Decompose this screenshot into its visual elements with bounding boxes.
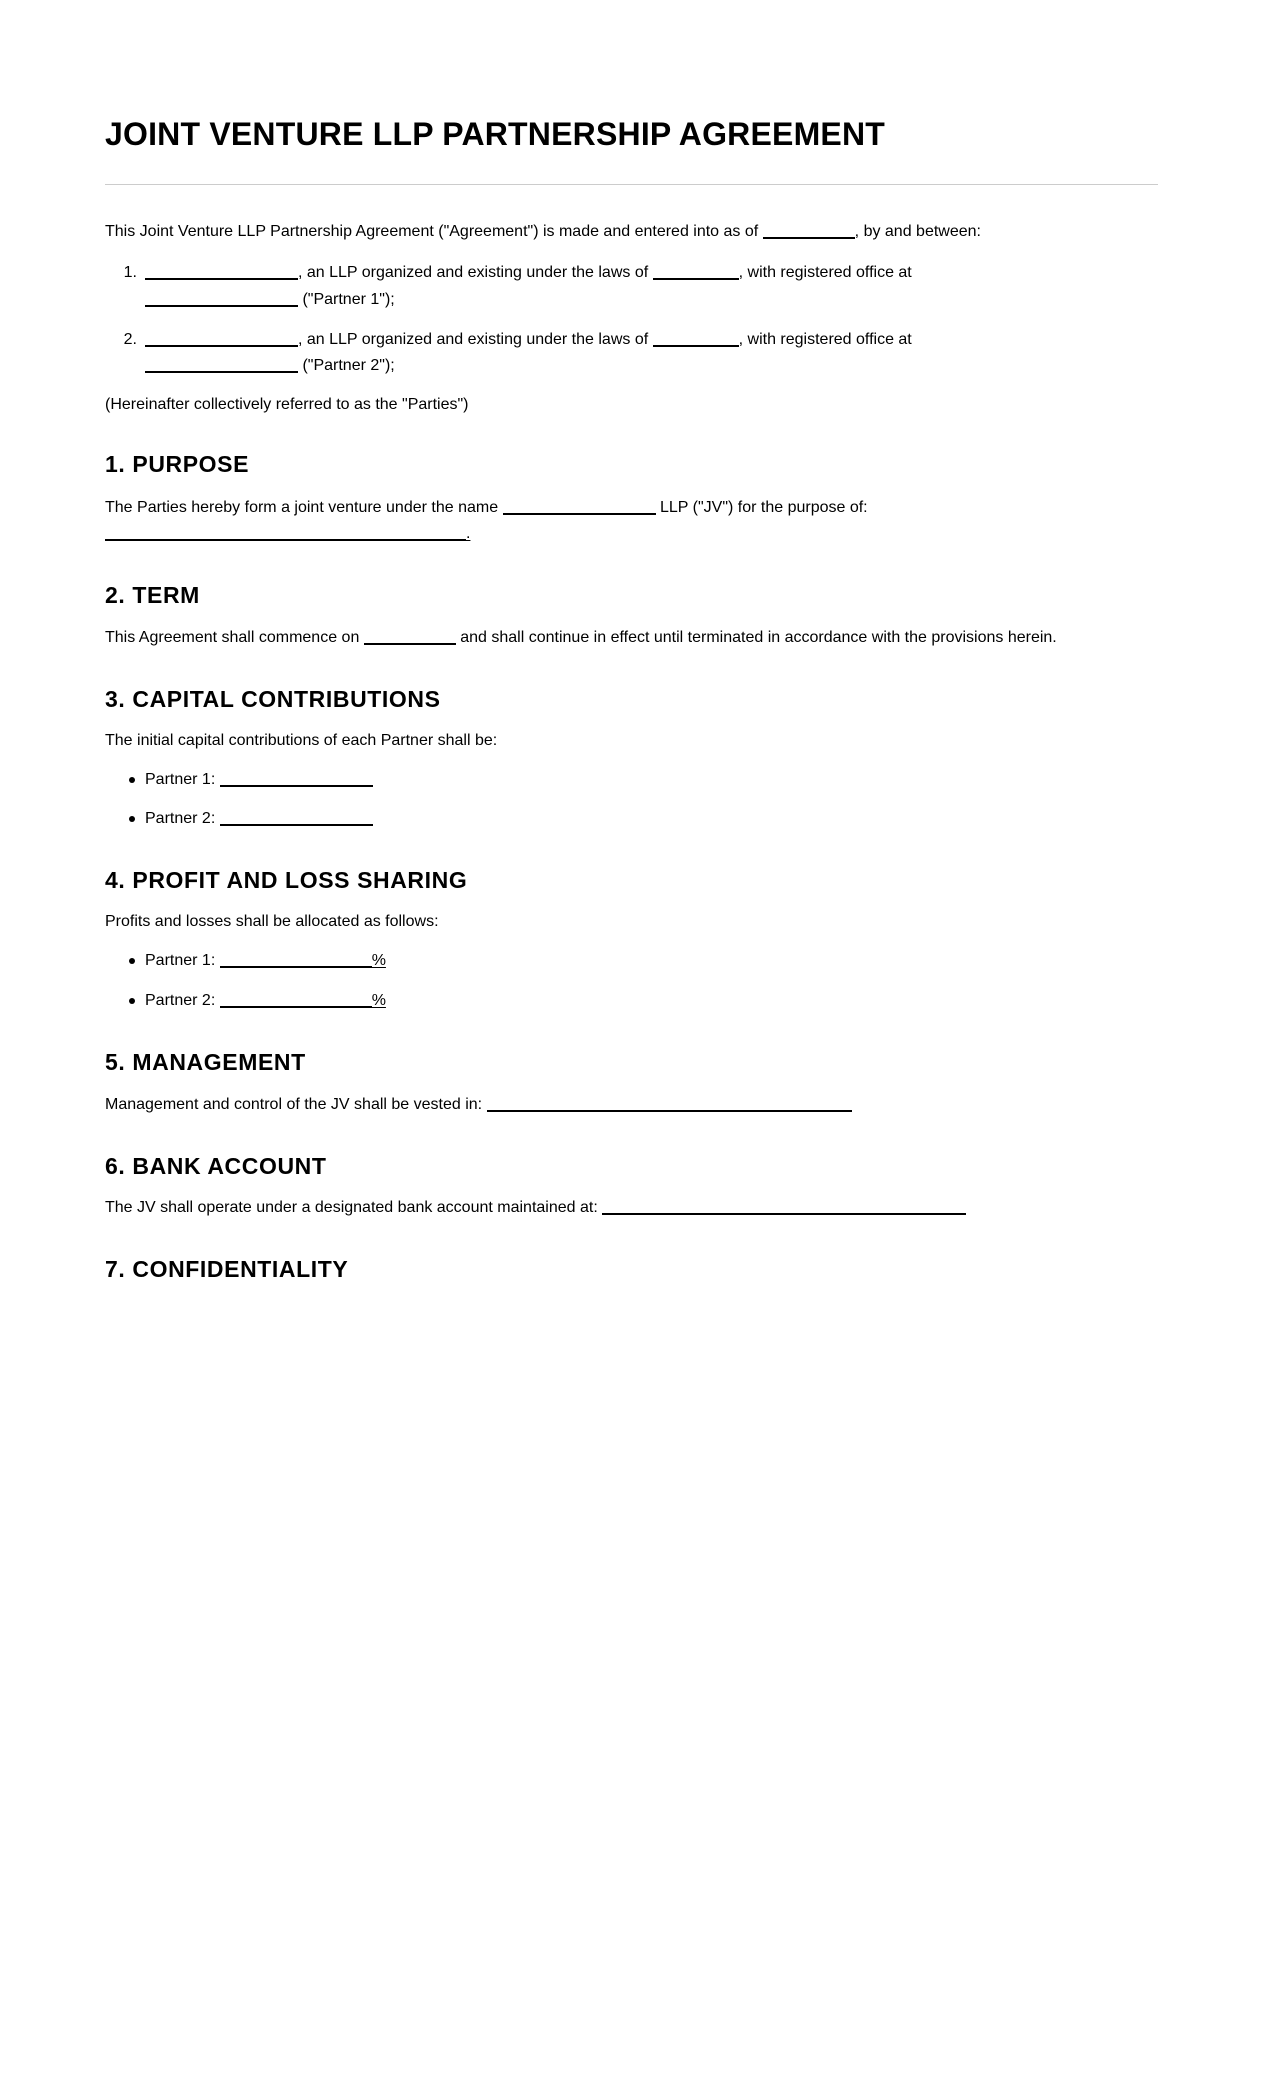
purpose-paragraph [105, 498, 868, 518]
capital-item-2 [145, 809, 373, 829]
term-text-end: and shall continue in effect until terminated in accordance with the provisions herein. [455, 629, 1057, 646]
management-field[interactable] [487, 1109, 852, 1112]
bullet-icon [129, 958, 135, 964]
partner-2-share-field[interactable] [220, 1005, 372, 1008]
party-label: ("Partner 1"); [298, 291, 395, 308]
bank-field[interactable] [602, 1212, 966, 1215]
party-item-2-line-2 [145, 356, 395, 376]
party-item-1-line-2 [145, 290, 395, 310]
partner-1-share-field[interactable] [220, 965, 372, 968]
party-text: , an LLP organized and existing under the laws of [298, 264, 649, 281]
party-text: , with registered office at [738, 331, 912, 348]
capital-paragraph: The initial capital contributions of each Partner shall be: [105, 732, 498, 749]
bank-paragraph [105, 1198, 966, 1218]
management-paragraph [105, 1095, 852, 1115]
party-2-jurisdiction-field[interactable] [653, 344, 739, 347]
party-1-name-field[interactable] [145, 277, 298, 280]
intro-paragraph [105, 222, 981, 242]
capital-item-label: Partner 1: [145, 771, 216, 788]
term-text: This Agreement shall commence on [105, 629, 360, 646]
partner-2-capital-field[interactable] [220, 823, 373, 826]
purpose-text: The Parties hereby form a joint venture under the name [105, 499, 499, 516]
purpose-period: . [466, 525, 471, 542]
management-text: Management and control of the JV shall be vested in: [105, 1096, 483, 1113]
party-number: 2. [123, 331, 137, 348]
document-title: JOINT VENTURE LLP PARTNERSHIP AGREEMENT [105, 116, 886, 152]
partner-1-capital-field[interactable] [220, 784, 373, 787]
purpose-field[interactable] [105, 538, 466, 541]
capital-item-label: Partner 2: [145, 810, 216, 827]
section-heading-profit: 4. PROFIT AND LOSS SHARING [105, 867, 468, 893]
party-text: , with registered office at [738, 264, 912, 281]
section-heading-confidentiality: 7. CONFIDENTIALITY [105, 1256, 349, 1282]
bullet-icon [129, 777, 135, 783]
section-heading-term: 2. TERM [105, 582, 200, 608]
party-1-jurisdiction-field[interactable] [653, 277, 739, 280]
profit-item-1 [145, 951, 386, 971]
section-heading-capital: 3. CAPITAL CONTRIBUTIONS [105, 686, 441, 712]
profit-item-label: Partner 1: [145, 952, 216, 969]
profit-item-2 [145, 991, 386, 1011]
parties-note: (Hereinafter collectively referred to as the "Parties") [105, 396, 469, 413]
party-text: , an LLP organized and existing under the laws of [298, 331, 649, 348]
title-divider [105, 184, 1158, 185]
profit-paragraph: Profits and losses shall be allocated as follows: [105, 913, 439, 930]
percent-sign: % [371, 952, 386, 969]
profit-item-label: Partner 2: [145, 992, 216, 1009]
party-1-office-field[interactable] [145, 304, 298, 307]
section-heading-bank: 6. BANK ACCOUNT [105, 1153, 327, 1179]
section-heading-management: 5. MANAGEMENT [105, 1049, 306, 1075]
party-item-2 [123, 330, 912, 350]
percent-sign: % [371, 992, 386, 1009]
jv-name-field[interactable] [503, 512, 656, 515]
bank-text: The JV shall operate under a designated bank account maintained at: [105, 1199, 598, 1216]
party-number: 1. [123, 264, 137, 281]
commencement-date-field[interactable] [364, 642, 456, 645]
capital-item-1 [145, 770, 373, 790]
party-item-1 [123, 263, 912, 283]
purpose-text-end: LLP ("JV") for the purpose of: [655, 499, 868, 516]
bullet-icon [129, 816, 135, 822]
term-paragraph [105, 628, 1057, 648]
purpose-line-2 [105, 524, 470, 544]
party-2-name-field[interactable] [145, 344, 298, 347]
party-label: ("Partner 2"); [298, 357, 395, 374]
agreement-date-field[interactable] [763, 236, 855, 239]
section-heading-purpose: 1. PURPOSE [105, 451, 250, 477]
intro-text-end: , by and between: [854, 223, 981, 240]
party-2-office-field[interactable] [145, 370, 298, 373]
intro-text: This Joint Venture LLP Partnership Agreement ("Agreement") is made and entered into as of [105, 223, 759, 240]
bullet-icon [129, 998, 135, 1004]
